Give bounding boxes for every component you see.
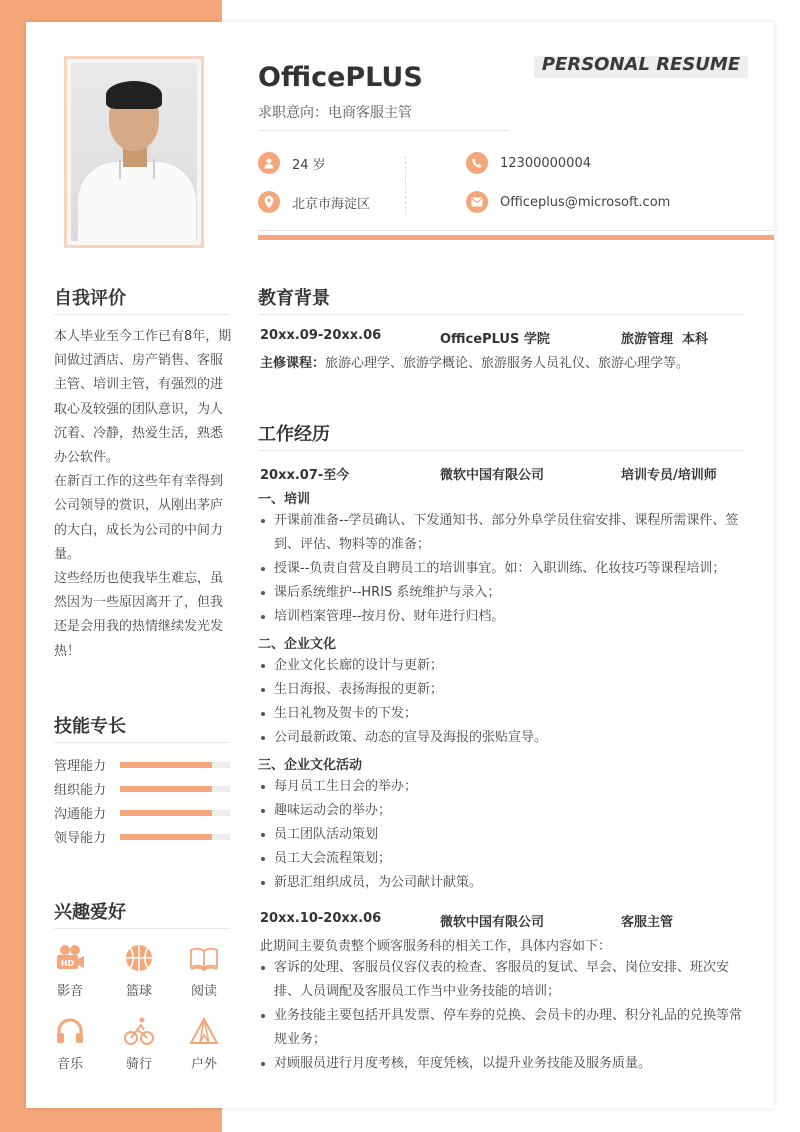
skill-bar (120, 786, 230, 792)
hobby-label: 音乐 (56, 1057, 83, 1072)
resume-tag: PERSONAL RESUME (534, 56, 748, 78)
list-item: 培训档案管理--按月份、财年进行归档。 (274, 605, 744, 629)
education-date: 20xx.09-20xx.06 (260, 328, 382, 343)
skill-name: 组织能力 (54, 783, 107, 798)
avatar (71, 63, 197, 241)
phone-icon (466, 152, 488, 174)
education-school: OfficePLUS 学院 (440, 332, 550, 347)
email-value: Officeplus@microsoft.com (500, 194, 671, 210)
book-icon (188, 942, 220, 974)
age-value: 24 岁 (292, 157, 326, 173)
list-item: 客诉的处理、客服员仪容仪表的检查、客服员的复试、早会、岗位安排、班次安排、人员调配及客服员工作当中业务技能的培训； (274, 956, 744, 1004)
job-position: 培训专员/培训师 (621, 468, 717, 483)
hobby-video (45, 942, 95, 999)
list-item: 生日礼物及贺卡的下发； (274, 702, 744, 726)
job-date: 20xx.07-至今 (260, 468, 350, 483)
self-eval-paragraph: 本人毕业至今工作已有8年，期间做过酒店、房产销售、客服主管、培训主管，有强烈的进取心及较强的团队意识，为人沉着、冷静，热爱生活，熟悉办公软件。 (54, 329, 232, 466)
divider (258, 130, 510, 131)
self-eval-text (54, 325, 234, 664)
job-position: 客服主管 (621, 915, 674, 930)
job-objective (258, 102, 412, 122)
headphones-icon (54, 1015, 86, 1047)
self-eval-paragraph: 这些经历也使我毕生难忘，虽然因为一些原因离开了，但我还是会用我的热情继续发光发热！ (54, 571, 224, 659)
hobby-label: 户外 (190, 1057, 217, 1072)
skill-name: 沟通能力 (54, 807, 107, 822)
hobby-label: 影音 (56, 984, 83, 999)
list-item: 员工团队活动策划 (274, 823, 744, 847)
info-phone (466, 152, 591, 174)
work-title: 工作经历 (258, 424, 330, 445)
list-item: 开课前准备--学员确认、下发通知书、部分外阜学员住宿安排、课程所需课件、签到、评估、物料等的准备； (274, 509, 744, 557)
skills-title: 技能专长 (54, 716, 126, 737)
job-company: 微软中国有限公司 (440, 915, 545, 930)
basketball-icon (123, 942, 155, 974)
hobby-label: 篮球 (125, 984, 152, 999)
hobbies-title: 兴趣爱好 (54, 902, 126, 923)
skill-name: 领导能力 (54, 831, 107, 846)
cycling-icon (123, 1015, 155, 1047)
info-age (258, 152, 326, 174)
education-title: 教育背景 (258, 288, 330, 309)
divider (258, 314, 744, 315)
divider (54, 314, 230, 315)
list-item: 授课--负责自营及自聘员工的培训事宜。如：入职训练、化妆技巧等课程培训； (274, 557, 744, 581)
list-item: 企业文化长廊的设计与更新； (274, 654, 744, 678)
skill-bar (120, 834, 230, 840)
work-subheading: 三、企业文化活动 (258, 758, 363, 773)
hobby-reading (179, 942, 229, 999)
hobby-label: 骑行 (125, 1057, 152, 1072)
email-icon (466, 191, 488, 213)
skill-item (54, 755, 106, 774)
job-date: 20xx.10-20xx.06 (260, 911, 382, 926)
info-divider (405, 156, 406, 214)
education-courses (260, 352, 689, 371)
list-item: 趣味运动会的举办； (274, 799, 744, 823)
profile-photo (64, 56, 204, 248)
objective-label: 求职意向： (258, 105, 328, 121)
hobby-basketball (114, 942, 164, 999)
phone-value: 12300000004 (500, 155, 591, 171)
skill-bar (120, 762, 230, 768)
list-item: 每月员工生日会的举办； (274, 775, 744, 799)
list-item: 员工大会流程策划； (274, 847, 744, 871)
hobby-music (45, 1015, 95, 1072)
work-subheading: 一、培训 (258, 492, 311, 507)
objective-value: 电商客服主管 (328, 105, 412, 121)
hobby-outdoor (179, 1015, 229, 1072)
skill-item (54, 803, 106, 822)
divider (258, 450, 744, 451)
list-item: 课后系统维护--HRIS 系统维护与录入； (274, 581, 744, 605)
skill-item (54, 779, 106, 798)
list-item: 业务技能主要包括开具发票、停车券的兑换、会员卡的办理、积分礼品的兑换等常规业务； (274, 1004, 744, 1052)
list-item: 新思汇组织成员，为公司献计献策。 (274, 871, 744, 895)
location-pin-icon (258, 191, 280, 213)
self-eval-title: 自我评价 (54, 288, 126, 309)
hobby-label: 阅读 (190, 984, 217, 999)
svg-text:HD: HD (60, 959, 75, 968)
info-email (466, 191, 670, 213)
candidate-name: OfficePLUS (258, 62, 423, 93)
tent-icon (188, 1015, 220, 1047)
list-item: 公司最新政策、动态的宣导及海报的张贴宣导。 (274, 726, 744, 750)
education-major: 旅游管理 本科 (621, 332, 709, 347)
location-value: 北京市海淀区 (292, 196, 371, 212)
courses-label: 主修课程： (260, 356, 326, 371)
skill-bar (120, 810, 230, 816)
skill-item (54, 827, 106, 846)
person-icon (258, 152, 280, 174)
work-subheading: 二、企业文化 (258, 637, 337, 652)
divider (54, 928, 230, 929)
courses-value: 旅游心理学、旅游学概论、旅游服务人员礼仪、旅游心理学等。 (325, 356, 690, 371)
header-accent-bar (258, 235, 774, 240)
self-eval-paragraph: 在新百工作的这些年有幸得到公司领导的赏识，从刚出茅庐的大白，成长为公司的中间力量。 (54, 474, 224, 562)
video-camera-icon (54, 942, 86, 974)
list-item: 生日海报、表扬海报的更新； (274, 678, 744, 702)
hobby-cycling (114, 1015, 164, 1072)
divider (258, 230, 772, 231)
divider (54, 742, 230, 743)
info-location (258, 191, 370, 213)
job-company: 微软中国有限公司 (440, 468, 545, 483)
skill-name: 管理能力 (54, 759, 107, 774)
list-item: 对顾服员进行月度考核，年度凭核，以提升业务技能及服务质量。 (274, 1052, 744, 1076)
job-intro: 此期间主要负责整个顾客服务科的相关工作，具体内容如下： (260, 939, 612, 954)
